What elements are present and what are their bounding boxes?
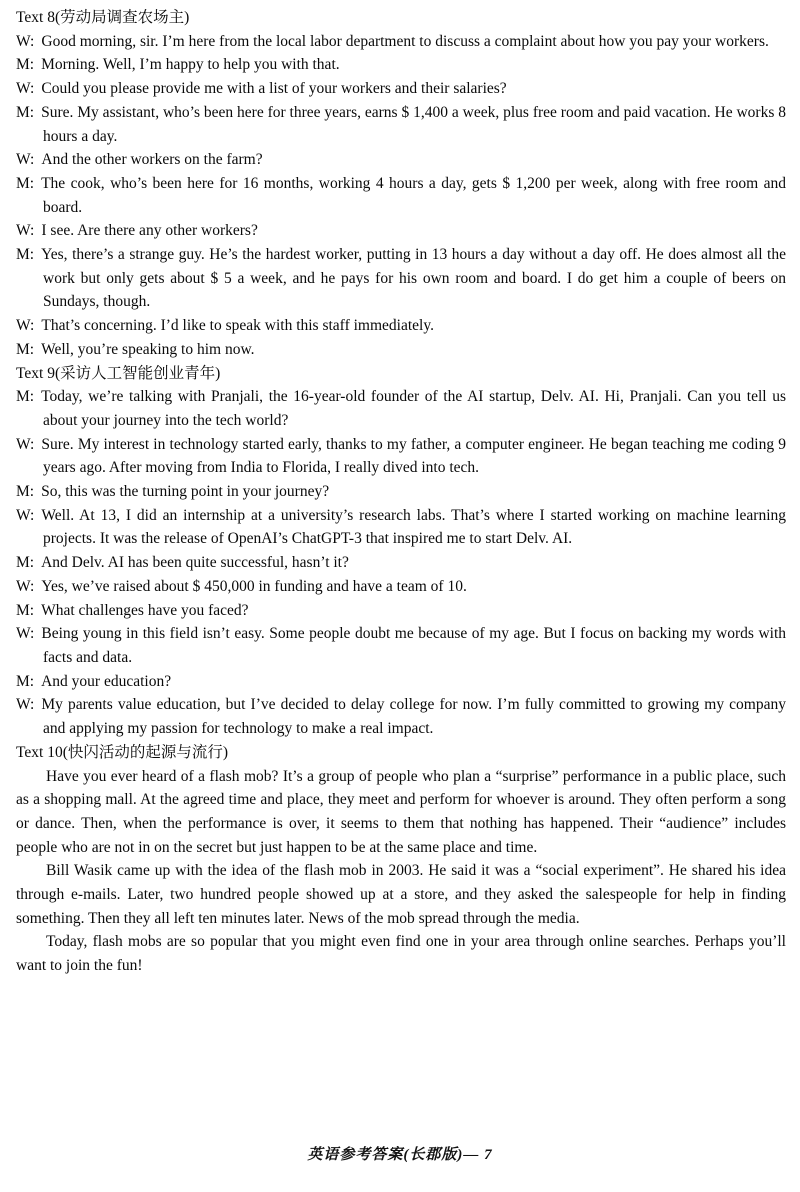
dialogue-text: The cook, who’s been here for 16 months, working 4 hours a day, gets $ 1,200 per week, along with free room and board. — [41, 174, 786, 216]
dialogue-text: So, this was the turning point in your journey? — [41, 483, 330, 501]
dialogue-text: Morning. Well, I’m happy to help you with that. — [41, 56, 340, 74]
section-heading-text10: Text 10(快闪活动的起源与流行) — [16, 743, 229, 761]
speaker-label: W: — [16, 625, 35, 643]
speaker-label: W: — [16, 80, 35, 98]
section-heading-text8: Text 8(劳动局调查农场主) — [16, 9, 190, 26]
speaker-label: M: — [16, 103, 35, 121]
speaker-label: W: — [16, 151, 35, 169]
speaker-label: M: — [16, 554, 35, 572]
dialogue-text: I see. Are there any other workers? — [41, 222, 258, 240]
dialogue-turn — [16, 77, 786, 101]
speaker-label: M: — [16, 56, 35, 74]
dialogue-turn — [16, 219, 786, 243]
dialogue-text: And the other workers on the farm? — [41, 151, 263, 169]
dialogue-text: Good morning, sir. I’m here from the local labor department to discuss a complaint about how you pay your workers. — [41, 32, 769, 50]
speaker-label: M: — [16, 174, 35, 192]
speaker-label: W: — [16, 435, 35, 453]
dialogue-turn — [16, 480, 786, 504]
dialogue-turn — [16, 385, 786, 432]
dialogue-text: That’s concerning. I’d like to speak with this staff immediately. — [41, 317, 434, 335]
speaker-label: M: — [16, 388, 35, 406]
speaker-label: W: — [16, 32, 35, 50]
speaker-label: W: — [16, 317, 35, 335]
dialogue-text: Well, you’re speaking to him now. — [41, 340, 255, 358]
section-heading-text9: Text 9(采访人工智能创业青年) — [16, 364, 221, 382]
dialogue-text: Sure. My assistant, who’s been here for three years, earns $ 1,400 a week, plus free room and paid vacation. He works 8 hours a day. — [41, 103, 786, 145]
dialogue-turn — [16, 101, 786, 148]
dialogue-turn — [16, 551, 786, 575]
speaker-label: W: — [16, 577, 35, 595]
dialogue-text: Yes, there’s a strange guy. He’s the hardest worker, putting in 13 hours a day without a day off. He does almost all the work but only gets about $ 5 a week, and he pays for his own room and board. I do get him a couple of beers on Sundays, though. — [41, 246, 786, 311]
dialogue-turn — [16, 314, 786, 338]
dialogue-turn — [16, 148, 786, 172]
dialogue-turn — [16, 693, 786, 740]
dialogue-text: Being young in this field isn’t easy. Some people doubt me because of my age. But I focus on backing my words with facts and data. — [41, 625, 786, 666]
speaker-label: M: — [16, 483, 35, 501]
passage-paragraph: Bill Wasik came up with the idea of the flash mob in 2003. He said it was a “social experiment”. He shared his idea through e-mails. Later, two hundred people showed up at a store, and they asked the salespeople for help in finding something. Then they all left ten minutes later. News of the mob spread through the media. — [16, 862, 786, 927]
dialogue-text: Could you please provide me with a list of your workers and their salaries? — [41, 80, 507, 98]
dialogue-text: My parents value education, but I’ve decided to delay college for now. I’m fully committed to growing my company and applying my passion for technology to make a real impact. — [41, 696, 786, 738]
dialogue-text: And Delv. AI has been quite successful, hasn’t it? — [41, 554, 349, 572]
speaker-label: M: — [16, 340, 35, 358]
dialogue-turn — [16, 30, 786, 54]
dialogue-text: Sure. My interest in technology started early, thanks to my father, a computer engineer. He began teaching me coding 9 years ago. After moving from India to Florida, I really dived into tech. — [41, 435, 786, 477]
dialogue-turn — [16, 172, 786, 219]
dialogue-text: Yes, we’ve raised about $ 450,000 in funding and have a team of 10. — [41, 577, 467, 595]
speaker-label: W: — [16, 222, 35, 240]
dialogue-turn — [16, 670, 786, 694]
speaker-label: M: — [16, 601, 35, 619]
dialogue-turn — [16, 243, 786, 314]
dialogue-turn — [16, 575, 786, 599]
speaker-label: W: — [16, 696, 35, 714]
dialogue-turn — [16, 433, 786, 480]
speaker-label: M: — [16, 246, 35, 264]
speaker-label: W: — [16, 506, 35, 524]
page-footer: 英语参考答案(长郡版)— 7 — [307, 1147, 493, 1163]
dialogue-turn — [16, 622, 786, 669]
dialogue-text: Today, we’re talking with Pranjali, the 16-year-old founder of the AI startup, Delv. AI. Hi, Pranjali. Can you tell us about your journey into the tech world? — [41, 388, 786, 429]
dialogue-turn — [16, 338, 786, 362]
dialogue-turn — [16, 504, 786, 551]
passage-paragraph: Today, flash mobs are so popular that you might even find one in your area through online searches. Perhaps you’ll want to join the fun! — [16, 933, 786, 975]
dialogue-text: And your education? — [41, 672, 172, 690]
passage-paragraph: Have you ever heard of a flash mob? It’s a group of people who plan a “surprise” performance in a public place, such as a shopping mall. At the agreed time and place, they meet and perform for whoever is around. They often perform a song or dance. Then, when the performance is over, it seems to them that nothing has happened. Their “audience” includes people who are not in on the secret but just happen to be at the same place and time. — [16, 767, 786, 856]
dialogue-text: What challenges have you faced? — [41, 601, 249, 619]
dialogue-text: Well. At 13, I did an internship at a university’s research labs. That’s where I started working on machine learning projects. It was the release of OpenAI’s ChatGPT-3 that inspired me to start Delv. AI. — [41, 506, 786, 548]
dialogue-turn — [16, 599, 786, 623]
speaker-label: M: — [16, 672, 35, 690]
dialogue-turn — [16, 53, 786, 77]
